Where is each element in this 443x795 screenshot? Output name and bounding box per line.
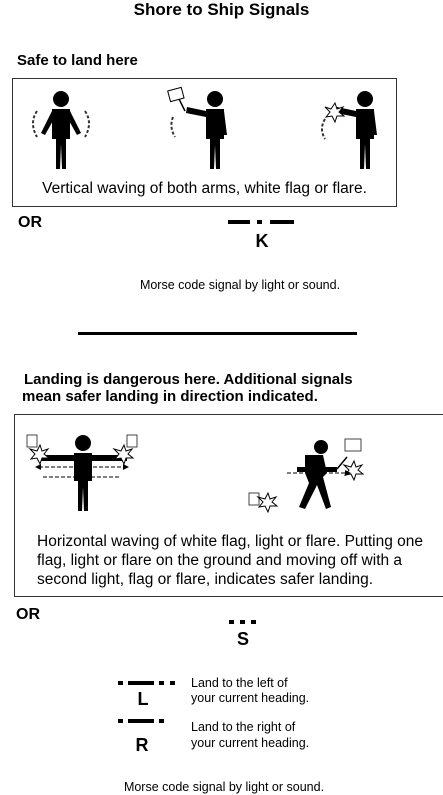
safe-to-land-panel [12, 78, 397, 207]
landing-dangerous-heading-line1: Landing is dangerous here. Additional signals [24, 371, 353, 388]
landing-dangerous-caption-line1: Horizontal waving of white flag, light or flare. Putting one [37, 533, 423, 550]
morse-dot [257, 220, 262, 224]
morse-dot [159, 719, 164, 723]
morse-dot [240, 620, 245, 624]
land-left-note-line2: your current heading. [191, 691, 310, 705]
morse-dash [128, 719, 154, 723]
person-waving-arms-icon [21, 89, 101, 174]
morse-dot [251, 620, 256, 624]
morse-dot [118, 681, 123, 685]
person-moving-with-flag-icon [247, 437, 367, 517]
landing-dangerous-heading-line2: mean safer landing in direction indicated. [22, 388, 318, 405]
morse-note-1: Morse code signal by light or sound. [139, 278, 341, 292]
morse-letter-k: K [255, 231, 269, 251]
morse-letter-s: S [236, 629, 249, 649]
morse-letter-r: R [135, 735, 149, 755]
or-label-2: OR [16, 606, 40, 623]
land-left-note-line1: Land to the left of [191, 676, 288, 690]
person-white-flag-icon [165, 87, 245, 177]
or-label-1: OR [18, 214, 42, 231]
land-right-note-line1: Land to the right of [191, 720, 296, 734]
morse-note-2: Morse code signal by light or sound. [123, 780, 325, 794]
page-title: Shore to Ship Signals [133, 0, 310, 19]
safe-to-land-caption: Vertical waving of both arms, white flag or flare. [42, 180, 367, 197]
person-flare-icon [311, 89, 391, 174]
morse-dash [128, 681, 154, 685]
morse-dot [229, 620, 234, 624]
morse-dash [228, 220, 250, 224]
section-divider [78, 332, 357, 335]
morse-dot [118, 719, 123, 723]
landing-dangerous-caption-line2: flag, light or flare on the ground and moving off with a [37, 552, 403, 569]
land-right-note-line2: your current heading. [191, 736, 310, 750]
landing-dangerous-caption-line3: second light, flag or flare, indicates safer landing. [37, 571, 374, 588]
person-horizontal-waving-icon [25, 433, 145, 513]
morse-dot [159, 681, 164, 685]
morse-dash [270, 220, 294, 224]
morse-letter-l: L [137, 689, 149, 709]
morse-dot [170, 681, 175, 685]
safe-to-land-heading: Safe to land here [17, 52, 138, 69]
landing-dangerous-panel [14, 414, 443, 597]
